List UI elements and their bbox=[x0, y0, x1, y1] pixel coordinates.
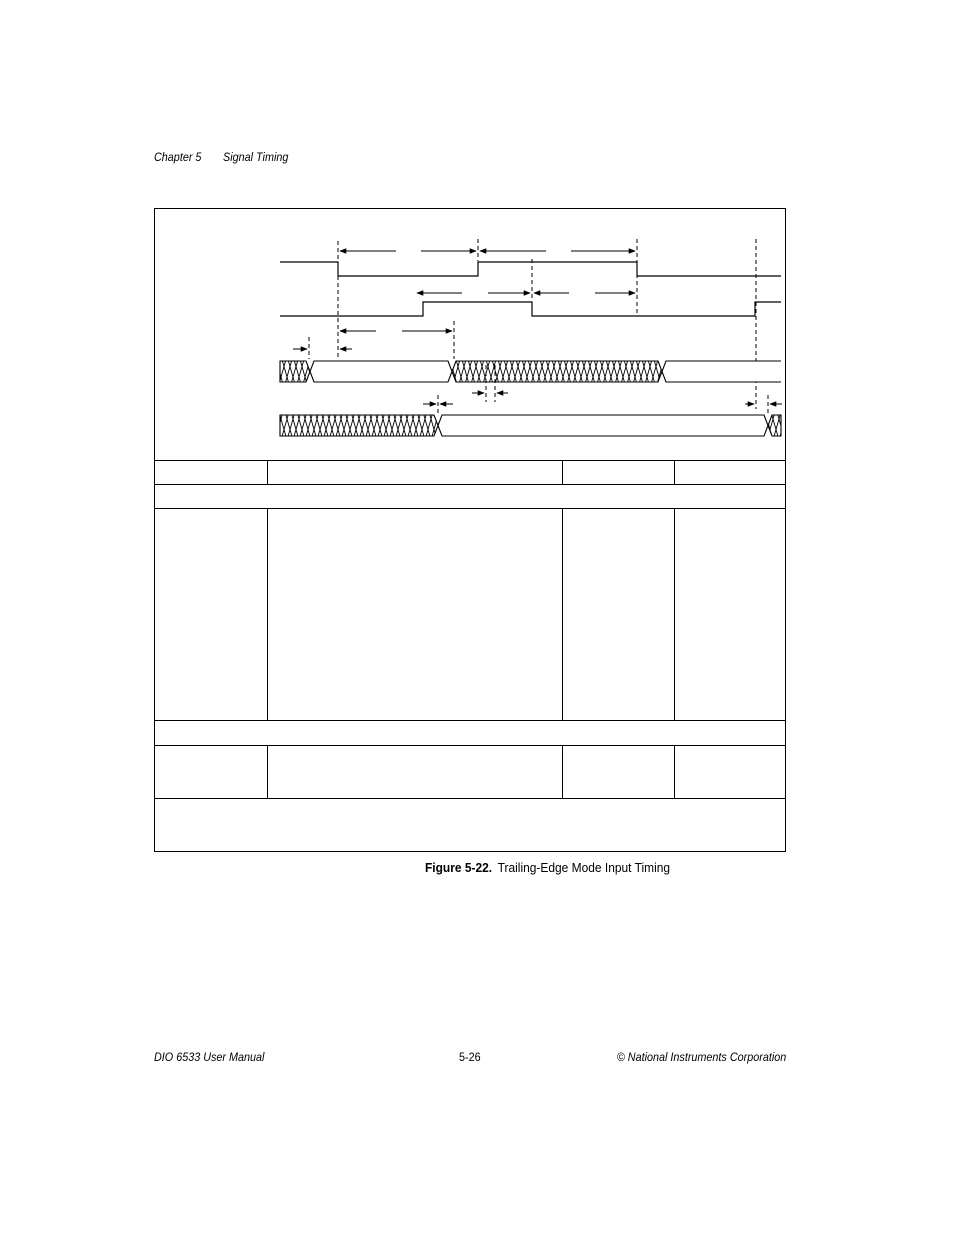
figure-box bbox=[154, 208, 786, 852]
table-cell bbox=[155, 746, 267, 799]
timing-diagram bbox=[155, 209, 786, 461]
table-cell bbox=[155, 721, 786, 746]
figure-caption bbox=[425, 860, 670, 875]
table-cell bbox=[155, 461, 267, 485]
table-header-row bbox=[155, 461, 786, 485]
table-cell bbox=[155, 799, 786, 851]
ack-waveform bbox=[280, 302, 781, 316]
table-section-row bbox=[155, 485, 786, 509]
footer-page-number: 5-26 bbox=[459, 1050, 481, 1064]
req-waveform bbox=[280, 262, 781, 276]
chapter-label: Chapter 5 bbox=[154, 150, 202, 164]
table-cell bbox=[562, 509, 674, 721]
timing-table bbox=[155, 460, 786, 851]
table-cell bbox=[674, 461, 786, 485]
table-cell bbox=[562, 746, 674, 799]
table-cell bbox=[155, 485, 786, 509]
data-bus bbox=[280, 361, 781, 382]
latched-data-bus bbox=[280, 415, 781, 436]
table-row bbox=[155, 746, 786, 799]
footer-copyright: © National Instruments Corporation bbox=[616, 1050, 786, 1064]
running-head bbox=[154, 150, 288, 164]
section-label: Signal Timing bbox=[223, 150, 289, 164]
reference-lines bbox=[309, 239, 768, 415]
table-cell bbox=[155, 509, 267, 721]
figure-title: Trailing-Edge Mode Input Timing bbox=[497, 860, 671, 875]
table-cell bbox=[674, 509, 786, 721]
table-cell bbox=[674, 746, 786, 799]
table-cell bbox=[267, 461, 562, 485]
table-section-row bbox=[155, 721, 786, 746]
table-cell bbox=[267, 509, 562, 721]
footer-manual: DIO 6533 User Manual bbox=[154, 1050, 265, 1064]
table-cell bbox=[562, 461, 674, 485]
table-row bbox=[155, 509, 786, 721]
table-cell bbox=[267, 746, 562, 799]
table-note-row bbox=[155, 799, 786, 851]
figure-number: Figure 5-22. bbox=[425, 860, 493, 875]
